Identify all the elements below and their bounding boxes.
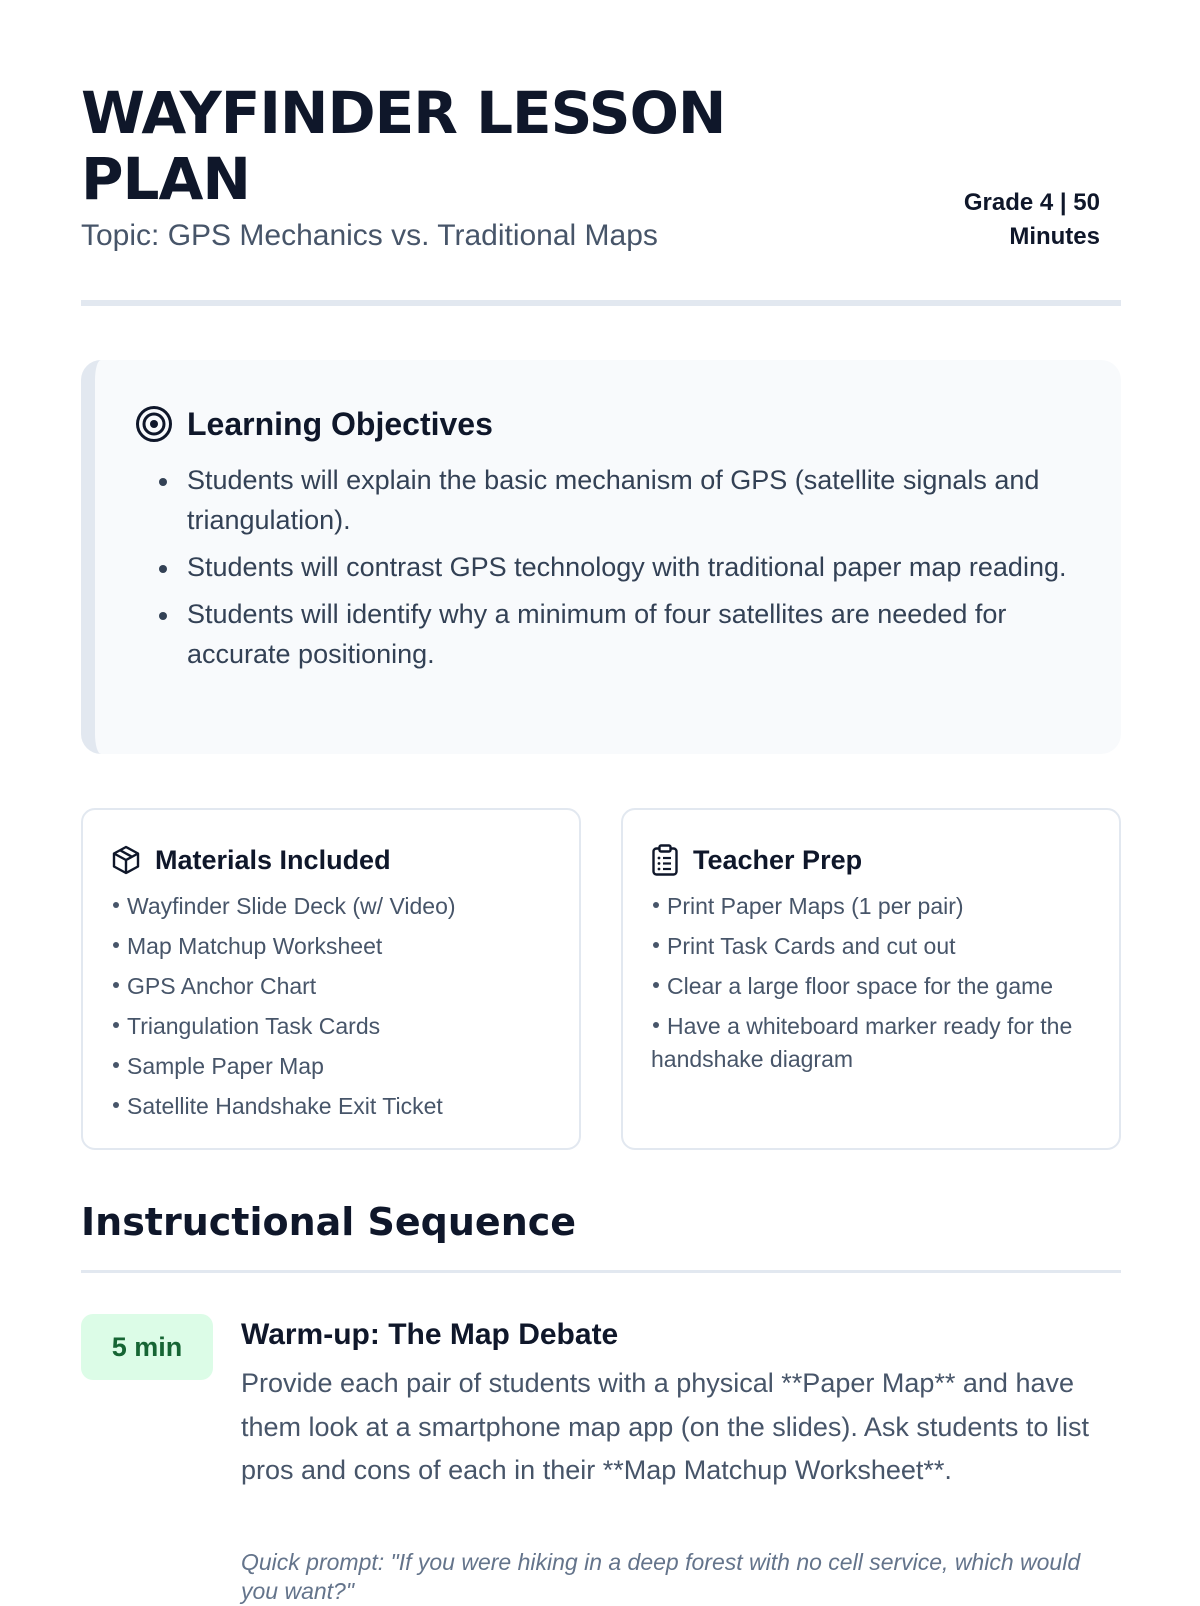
material-item: Sample Paper Map xyxy=(111,1050,561,1083)
topic-subtitle: Topic: GPS Mechanics vs. Traditional Maps xyxy=(81,219,658,252)
material-item: Map Matchup Worksheet xyxy=(111,930,561,963)
material-item: Satellite Handshake Exit Ticket xyxy=(111,1090,561,1123)
material-item: Triangulation Task Cards xyxy=(111,1010,561,1043)
objective-item: Students will explain the basic mechanism of GPS (satellite signals and triangulation). xyxy=(187,460,1107,540)
materials-list xyxy=(111,890,561,1130)
materials-card xyxy=(81,808,581,1150)
time-badge: 5 min xyxy=(81,1314,213,1380)
step-prompt: Quick prompt: "If you were hiking in a deep forest with no cell service, which would you want?" xyxy=(241,1549,1081,1604)
teacher-prep-list xyxy=(651,890,1101,1083)
page-title: WAYFINDER LESSON PLAN xyxy=(81,79,726,213)
step-description: Provide each pair of students with a physical **Paper Map** and have them look at a smartphone map app (on the slides). Ask students to list pros and cons of each in their **Map Matchup Worksheet**. xyxy=(241,1368,1089,1485)
target-icon xyxy=(135,405,173,443)
teacher-prep-header xyxy=(651,840,862,880)
teacher-prep-title: Teacher Prep xyxy=(693,844,863,875)
prep-item: Have a whiteboard marker ready for the handshake diagram xyxy=(651,1013,1073,1072)
objectives-header xyxy=(135,400,493,448)
teacher-prep-card xyxy=(621,808,1121,1150)
objective-item: Students will contrast GPS technology with traditional paper map reading. xyxy=(187,547,1107,587)
clipboard-list-icon xyxy=(651,844,679,876)
section-title: Instructional Sequence xyxy=(81,1200,577,1244)
prep-item: Print Paper Maps (1 per pair) xyxy=(651,890,1101,923)
objectives-list xyxy=(187,460,1107,681)
objectives-title: Learning Objectives xyxy=(187,405,493,442)
step-title: Warm-up: The Map Debate xyxy=(241,1318,619,1351)
header xyxy=(81,80,1121,260)
materials-title: Materials Included xyxy=(155,844,391,875)
prep-item: Print Task Cards and cut out xyxy=(651,930,1101,963)
learning-objectives-panel xyxy=(81,360,1121,754)
material-item: GPS Anchor Chart xyxy=(111,970,561,1003)
header-divider xyxy=(81,300,1121,306)
grade-duration: Grade 4 | 50 Minutes xyxy=(963,189,1100,250)
package-icon xyxy=(111,845,141,875)
prep-item: Clear a large floor space for the game xyxy=(651,970,1101,1003)
material-item: Wayfinder Slide Deck (w/ Video) xyxy=(111,890,561,923)
section-divider xyxy=(81,1270,1121,1273)
objective-item: Students will identify why a minimum of four satellites are needed for accurate positioning. xyxy=(187,594,1107,674)
materials-header xyxy=(111,840,391,880)
